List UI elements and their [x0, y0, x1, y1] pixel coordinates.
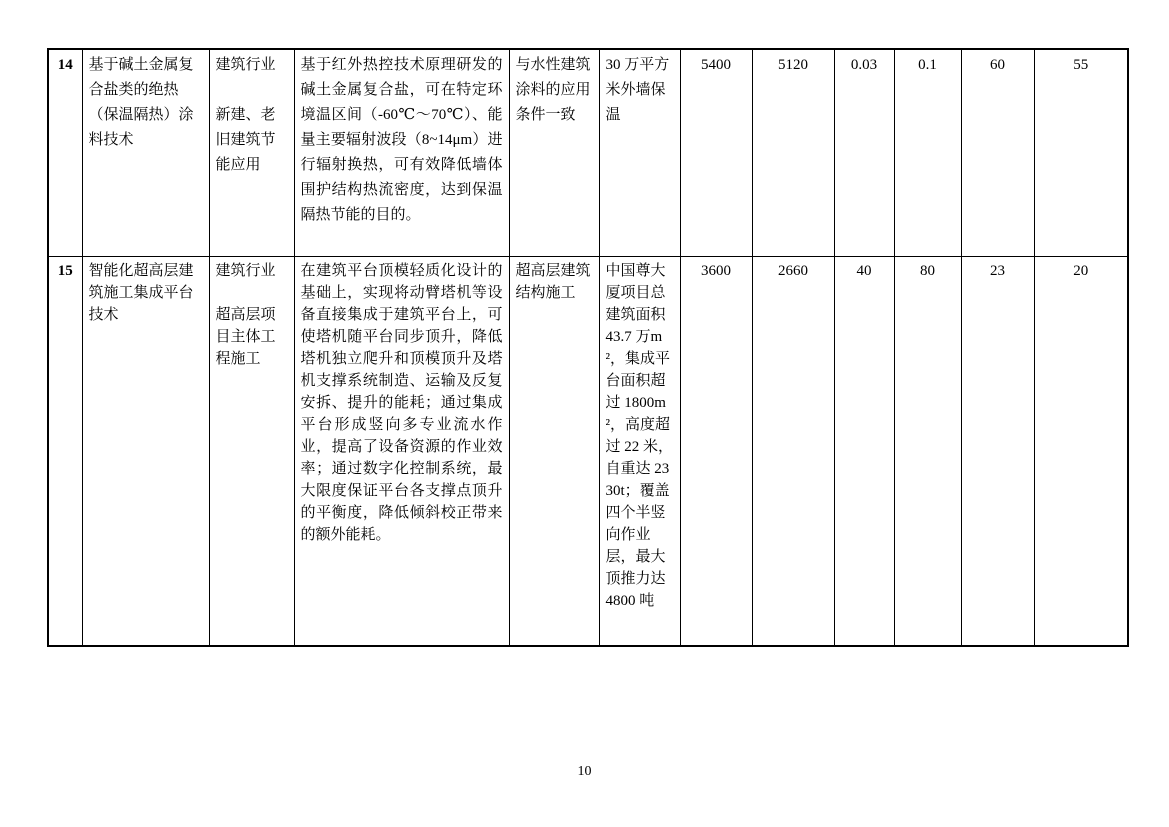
value-text: 2660	[778, 262, 808, 279]
application-condition-text: 超高层建筑结构施工	[515, 262, 591, 301]
row-number-text: 15	[57, 262, 73, 279]
table-row-14	[48, 49, 1128, 256]
cell-description	[294, 49, 509, 256]
value-text: 40	[856, 262, 872, 279]
cell-value-5	[961, 49, 1034, 256]
cell-technology-name	[82, 256, 209, 646]
cell-industry	[209, 256, 294, 646]
table-container	[47, 48, 1129, 647]
industry-line-1: 建筑行业	[215, 262, 276, 279]
industry-gap	[216, 78, 288, 103]
cell-industry	[209, 49, 294, 256]
technology-table	[47, 48, 1129, 647]
value-text: 55	[1073, 57, 1089, 73]
cell-value-2	[752, 49, 834, 256]
cell-description	[294, 256, 509, 646]
cell-value-5	[961, 256, 1034, 646]
application-condition-text: 与水性建筑涂料的应用条件一致	[515, 57, 591, 123]
description-text: 基于红外热控技术原理研发的碱土金属复合盐，可在特定环境温区间（-60℃～70℃）、能量主要辐射波段（8~14μm）进行辐射换热，可有效降低墙体围护结构热流密度，达到保温隔热节能的目的。	[300, 57, 503, 223]
cell-value-4	[894, 256, 961, 646]
value-text: 5400	[701, 57, 731, 73]
technology-name-text: 智能化超高层建筑施工集成平台技术	[88, 262, 194, 323]
technology-name-text: 基于碱土金属复合盐类的绝热（保温隔热）涂料技术	[88, 57, 194, 148]
row-number-text: 14	[57, 57, 73, 73]
typical-case-text: 中国尊大厦项目总建筑面积 43.7 万m²，集成平台面积超过 1800m²，高度超过 22 米，自重达 2330t；覆盖四个半竖向作业层，最大顶推力达 4800 吨	[605, 262, 674, 609]
industry-line-2: 超高层项目主体工程施工	[215, 306, 276, 367]
typical-case-text: 30 万平方米外墙保温	[605, 57, 670, 123]
cell-row-number	[48, 256, 82, 646]
cell-value-1	[680, 49, 752, 256]
value-text: 80	[920, 262, 935, 279]
cell-typical-case	[599, 256, 680, 646]
cell-value-6	[1034, 256, 1128, 646]
value-text: 5120	[778, 57, 808, 73]
value-text: 60	[990, 57, 1005, 73]
industry-line-2: 新建、老旧建筑节能应用	[215, 107, 276, 173]
page-number: 10	[577, 764, 592, 779]
cell-value-6	[1034, 49, 1128, 256]
cell-typical-case	[599, 49, 680, 256]
table-row-15	[48, 256, 1128, 646]
industry-gap	[216, 282, 288, 304]
industry-line-1: 建筑行业	[215, 57, 276, 73]
cell-value-3	[834, 256, 894, 646]
cell-value-3	[834, 49, 894, 256]
cell-application-condition	[509, 256, 599, 646]
cell-row-number	[48, 49, 82, 256]
value-text: 0.03	[850, 57, 878, 73]
cell-application-condition	[509, 49, 599, 256]
cell-value-2	[752, 256, 834, 646]
value-text: 23	[990, 262, 1005, 279]
value-text: 3600	[701, 262, 731, 279]
value-text: 20	[1073, 262, 1089, 279]
cell-technology-name	[82, 49, 209, 256]
value-text: 0.1	[918, 57, 937, 73]
cell-value-1	[680, 256, 752, 646]
cell-value-4	[894, 49, 961, 256]
description-text: 在建筑平台顶模轻质化设计的基础上，实现将动臂塔机等设备直接集成于建筑平台上，可使塔机随平台同步顶升，降低塔机独立爬升和顶模顶升及塔机支撑系统制造、运输及反复安拆、提升的能耗；通过集成平台形成竖向多专业流水作业，提高了设备资源的作业效率；通过数字化控制系统，最大限度保证平台各支撑点顶升的平衡度，降低倾斜校正带来的额外能耗。	[300, 262, 503, 543]
